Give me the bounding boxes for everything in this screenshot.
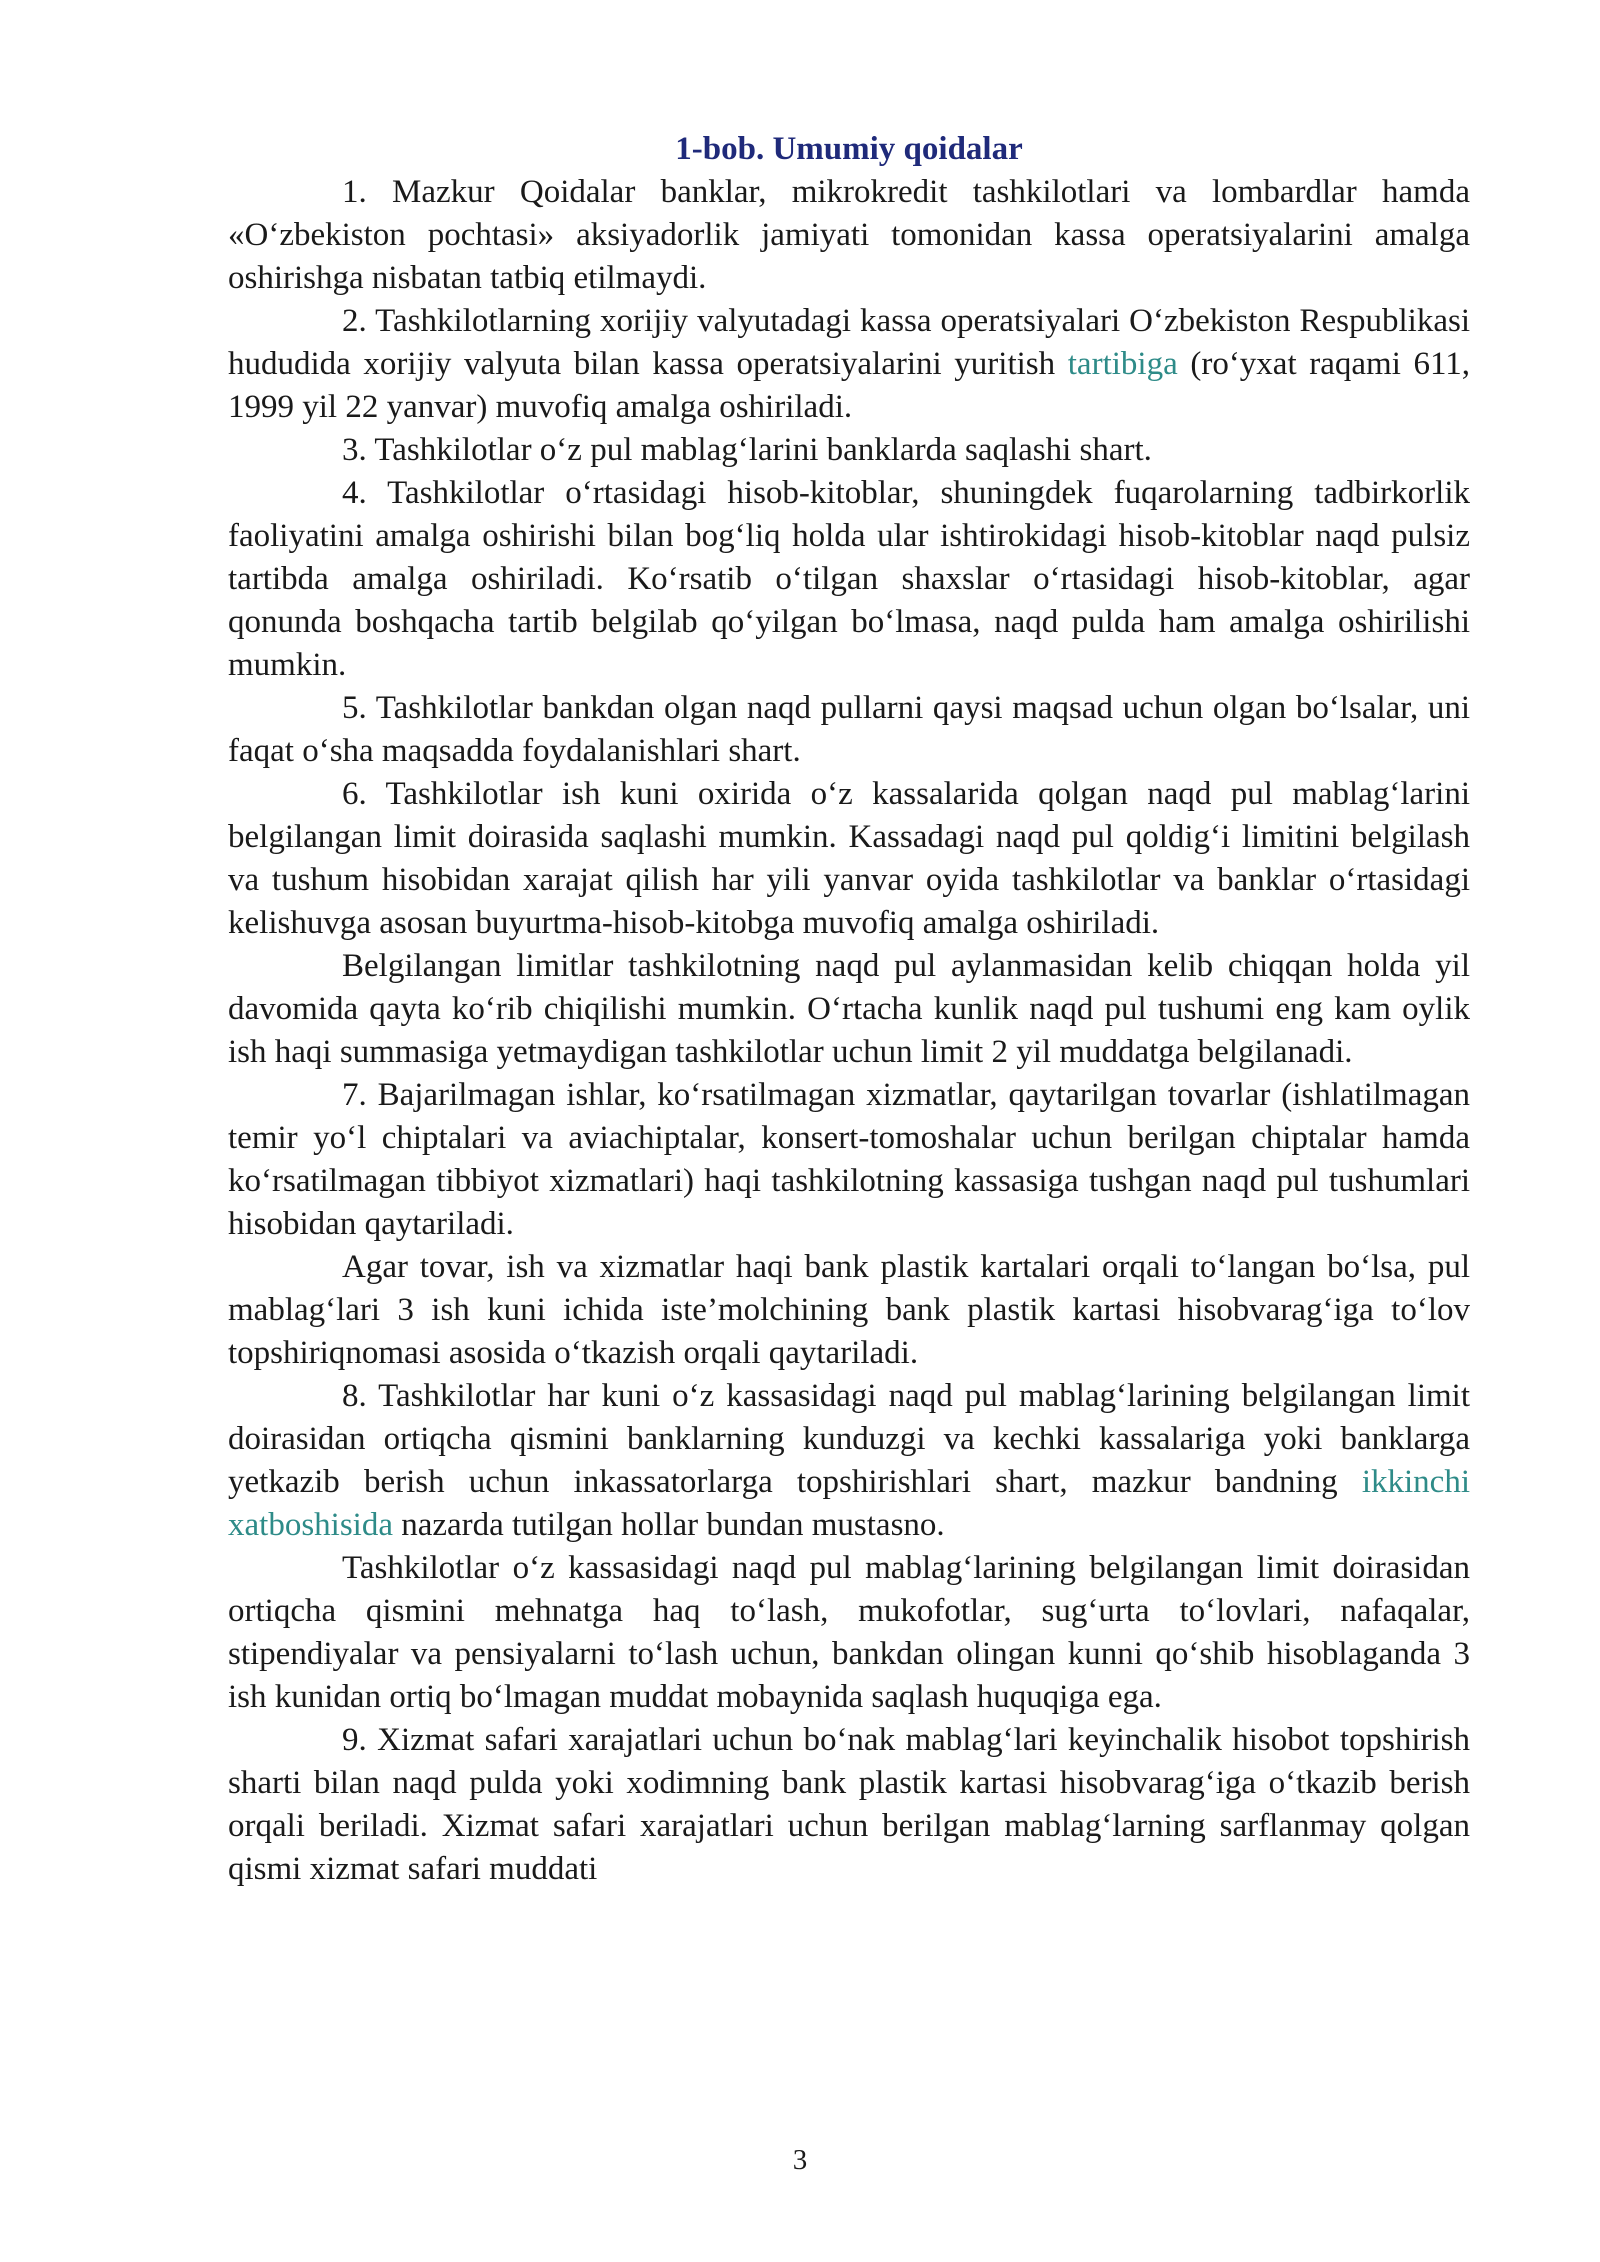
paragraph-8 (228, 1375, 1470, 1547)
paragraph-8-text-after: nazarda tutilgan hollar bundan mustasno. (392, 1507, 945, 1543)
page-number: 3 (792, 2144, 808, 2176)
tartibiga-link[interactable]: tartibiga (1067, 346, 1178, 382)
paragraph-6-continued: Belgilangan limitlar tashkilotning naqd pul aylanmasidan kelib chiqqan holda yil davomida qayta ko‘rib chiqilishi mumkin. O‘rtacha kunlik naqd pul tushumi eng kam oylik ish haqi summasiga yetmaydigan tashkilotlar uchun limit 2 yil muddatga belgilanadi. (228, 948, 1470, 1070)
document-page (228, 128, 1470, 1891)
paragraph-8-continued: Tashkilotlar o‘z kassasidagi naqd pul mablag‘larining belgilangan limit doirasidan ortiqcha qismini mehnatga haq to‘lash, mukofotlar, sug‘urta to‘lovlari, nafaqalar, stipendiyalar va pensiyalarni to‘lash uchun, bankdan olingan kunni qo‘shib hisoblaganda 3 ish kunidan ortiq bo‘lmagan muddat mobaynida saqlash huquqiga ega. (228, 1550, 1470, 1715)
chapter-heading: 1-bob. Umumiy qoidalar (675, 131, 1023, 167)
paragraph-2-text-before: 2. Tashkilotlarning xorijiy valyutadagi kassa operatsiyalari O‘zbekiston Respublikasi hududida xorijiy valyuta bilan kassa operatsiyalarini yuritish (228, 303, 1470, 382)
paragraph-8-text-before: 8. Tashkilotlar har kuni o‘z kassasidagi naqd pul mablag‘larining belgilangan limit doirasidan ortiqcha qismini banklarning kunduzgi va kechki kassalariga yoki banklarga yetkazib berish uchun inkassatorlarga topshirishlari shart, mazkur bandning (228, 1378, 1470, 1500)
paragraph-2-text-after: (ro‘yxat raqami 611, 1999 yil 22 yanvar) muvofiq amalga oshiriladi. (228, 346, 1470, 425)
paragraph-1: 1. Mazkur Qoidalar banklar, mikrokredit tashkilotlari va lombardlar hamda «O‘zbekiston pochtasi» aksiyadorlik jamiyati tomonidan kassa operatsiyalarini amalga oshirishga nisbatan tatbiq etilmaydi. (228, 174, 1470, 296)
paragraph-2 (228, 300, 1470, 429)
paragraph-7: 7. Bajarilmagan ishlar, ko‘rsatilmagan xizmatlar, qaytarilgan tovarlar (ishlatilmagan temir yo‘l chiptalari va aviachiptalar, konsert-tomoshalar uchun berilgan chiptalar hamda ko‘rsatilmagan tibbiyot xizmatlari) haqi tashkilotning kassasiga tushgan naqd pul tushumlari hisobidan qaytariladi. (228, 1077, 1470, 1242)
paragraph-4: 4. Tashkilotlar o‘rtasidagi hisob-kitoblar, shuningdek fuqarolarning tadbirkorlik faoliyatini amalga oshirishi bilan bog‘liq holda ular ishtirokidagi hisob-kitoblar naqd pulsiz tartibda amalga oshiriladi. Ko‘rsatib o‘tilgan shaxslar o‘rtasidagi hisob-kitoblar, agar qonunda boshqacha tartib belgilab qo‘yilgan bo‘lmasa, naqd pulda ham amalga oshirilishi mumkin. (228, 475, 1470, 683)
ikkinchi-xatboshisida-link[interactable]: ikkinchi xatboshisida (228, 1464, 1470, 1543)
paragraph-5: 5. Tashkilotlar bankdan olgan naqd pullarni qaysi maqsad uchun olgan bo‘lsalar, uni faqat o‘sha maqsadda foydalanishlari shart. (228, 690, 1470, 769)
paragraph-6: 6. Tashkilotlar ish kuni oxirida o‘z kassalarida qolgan naqd pul mablag‘larini belgilangan limit doirasida saqlashi mumkin. Kassadagi naqd pul qoldig‘i limitini belgilash va tushum hisobidan xarajat qilish har yili yanvar oyida tashkilotlar va banklar o‘rtasidagi kelishuvga asosan buyurtma-hisob-kitobga muvofiq amalga oshiriladi. (228, 776, 1470, 941)
paragraph-3: 3. Tashkilotlar o‘z pul mablag‘larini banklarda saqlashi shart. (342, 432, 1152, 468)
paragraph-9: 9. Xizmat safari xarajatlari uchun bo‘nak mablag‘lari keyinchalik hisobot topshirish sharti bilan naqd pulda yoki xodimning bank plastik kartasi hisobvarag‘iga o‘tkazib berish orqali beriladi. Xizmat safari xarajatlari uchun berilgan mablag‘larning sarflanmay qolgan qismi xizmat safari muddati (228, 1722, 1470, 1887)
paragraph-7-continued: Agar tovar, ish va xizmatlar haqi bank plastik kartalari orqali to‘langan bo‘lsa, pul mablag‘lari 3 ish kuni ichida iste’molchining bank plastik kartasi hisobvarag‘iga to‘lov topshiriqnomasi asosida o‘tkazish orqali qaytariladi. (228, 1249, 1470, 1371)
